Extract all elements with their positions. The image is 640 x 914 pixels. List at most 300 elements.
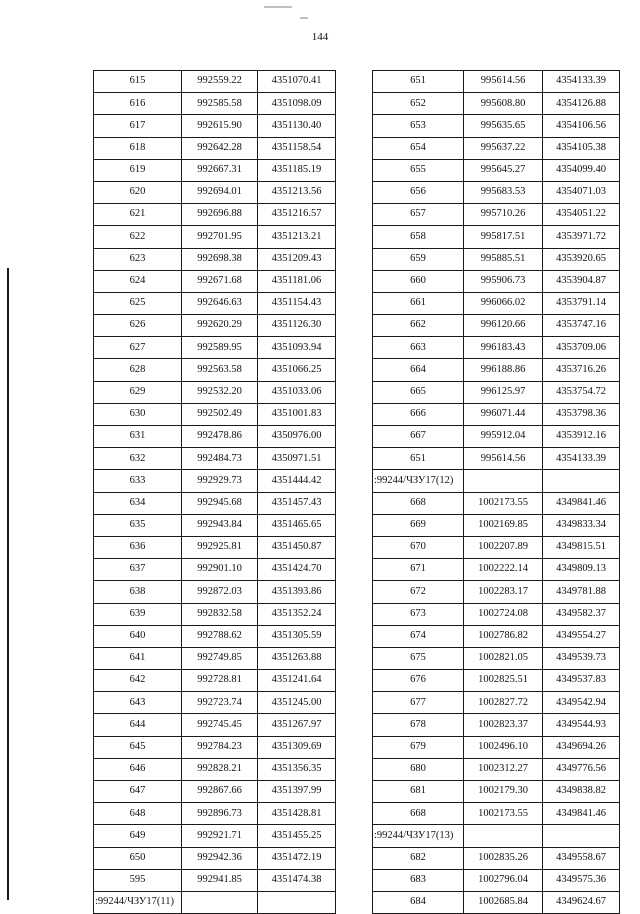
scan-artifact xyxy=(264,6,292,8)
y-coordinate-cell: 4351213.56 xyxy=(258,181,336,203)
point-number-cell: 672 xyxy=(373,581,464,603)
point-number-cell: 636 xyxy=(94,536,182,558)
x-coordinate-cell: 996125.97 xyxy=(464,381,543,403)
table-row xyxy=(373,536,620,558)
point-number-cell: 643 xyxy=(94,692,182,714)
table-row xyxy=(373,115,620,137)
x-coordinate-cell: 1002786.82 xyxy=(464,625,543,647)
table-row xyxy=(373,248,620,270)
x-coordinate-cell: 992749.85 xyxy=(182,647,258,669)
x-coordinate-cell: 1002685.84 xyxy=(464,891,543,913)
x-coordinate-cell: 992943.84 xyxy=(182,514,258,536)
x-coordinate-cell: 992788.62 xyxy=(182,625,258,647)
point-number-cell: 669 xyxy=(373,514,464,536)
x-coordinate-cell: 992563.58 xyxy=(182,359,258,381)
point-number-cell: 651 xyxy=(373,448,464,470)
table-row xyxy=(373,426,620,448)
x-coordinate-cell: 995885.51 xyxy=(464,248,543,270)
y-coordinate-cell: 4351263.88 xyxy=(258,647,336,669)
x-coordinate-cell: 1002169.85 xyxy=(464,514,543,536)
y-coordinate-cell: 4353798.36 xyxy=(543,403,620,425)
y-coordinate-cell: 4354106.56 xyxy=(543,115,620,137)
y-coordinate-cell: 4351309.69 xyxy=(258,736,336,758)
x-coordinate-cell: 996120.66 xyxy=(464,315,543,337)
x-coordinate-cell: 992828.21 xyxy=(182,758,258,780)
x-coordinate-cell: 1002312.27 xyxy=(464,758,543,780)
point-number-cell: 633 xyxy=(94,470,182,492)
point-number-cell: 623 xyxy=(94,248,182,270)
table-row xyxy=(94,448,336,470)
point-number-cell: 679 xyxy=(373,736,464,758)
table-row xyxy=(373,581,620,603)
x-coordinate-cell: 1002796.04 xyxy=(464,869,543,891)
right-table-body xyxy=(373,71,620,914)
table-row xyxy=(94,137,336,159)
x-coordinate-cell: 996071.44 xyxy=(464,403,543,425)
point-number-cell: 684 xyxy=(373,891,464,913)
point-number-cell: 632 xyxy=(94,448,182,470)
table-row xyxy=(373,714,620,736)
point-number-cell: 665 xyxy=(373,381,464,403)
table-row xyxy=(94,781,336,803)
point-number-cell: 662 xyxy=(373,315,464,337)
point-number-cell: 641 xyxy=(94,647,182,669)
y-coordinate-cell: 4349554.27 xyxy=(543,625,620,647)
table-row xyxy=(94,625,336,647)
y-coordinate-cell: 4353912.16 xyxy=(543,426,620,448)
table-row xyxy=(94,159,336,181)
x-coordinate-cell: 992589.95 xyxy=(182,337,258,359)
binding-edge xyxy=(7,268,9,900)
y-coordinate-cell: 4349537.83 xyxy=(543,670,620,692)
point-number-cell: 678 xyxy=(373,714,464,736)
y-coordinate-cell: 4351465.65 xyxy=(258,514,336,536)
x-coordinate-cell: 1002835.26 xyxy=(464,847,543,869)
x-coordinate-cell: 1002222.14 xyxy=(464,559,543,581)
y-coordinate-cell: 4351070.41 xyxy=(258,71,336,93)
point-number-cell: 651 xyxy=(373,71,464,93)
y-coordinate-cell: 4351305.59 xyxy=(258,625,336,647)
point-number-cell: 677 xyxy=(373,692,464,714)
point-number-cell: 648 xyxy=(94,803,182,825)
y-coordinate-cell: 4354071.03 xyxy=(543,181,620,203)
table-row xyxy=(373,359,620,381)
point-number-cell: 655 xyxy=(373,159,464,181)
point-number-cell: 668 xyxy=(373,803,464,825)
y-coordinate-cell: 4353971.72 xyxy=(543,226,620,248)
x-coordinate-cell: 1002825.51 xyxy=(464,670,543,692)
table-row xyxy=(373,492,620,514)
x-coordinate-cell: 995906.73 xyxy=(464,270,543,292)
point-number-cell: 682 xyxy=(373,847,464,869)
table-row xyxy=(373,514,620,536)
x-coordinate-cell: 992872.03 xyxy=(182,581,258,603)
x-coordinate-cell: 995637.22 xyxy=(464,137,543,159)
y-coordinate-cell: 4349575.36 xyxy=(543,869,620,891)
table-row xyxy=(94,825,336,847)
table-row xyxy=(373,647,620,669)
table-row xyxy=(94,204,336,226)
parcel-label-cell: :99244/ЧЗУ17(13) xyxy=(373,825,464,847)
table-row xyxy=(373,869,620,891)
point-number-cell: 622 xyxy=(94,226,182,248)
table-row xyxy=(94,292,336,314)
y-coordinate-cell: 4351098.09 xyxy=(258,93,336,115)
y-coordinate-cell: 4349781.88 xyxy=(543,581,620,603)
point-number-cell: 680 xyxy=(373,758,464,780)
y-coordinate-cell: 4351209.43 xyxy=(258,248,336,270)
y-coordinate-cell: 4351455.25 xyxy=(258,825,336,847)
table-row xyxy=(94,603,336,625)
point-number-cell: 635 xyxy=(94,514,182,536)
x-coordinate-cell: 995817.51 xyxy=(464,226,543,248)
point-number-cell: 630 xyxy=(94,403,182,425)
x-coordinate-cell: 996066.02 xyxy=(464,292,543,314)
y-coordinate-cell: 4351472.19 xyxy=(258,847,336,869)
x-coordinate-cell: 992945.68 xyxy=(182,492,258,514)
point-number-cell: 664 xyxy=(373,359,464,381)
y-coordinate-cell xyxy=(543,470,620,492)
x-coordinate-cell: 1002821.05 xyxy=(464,647,543,669)
y-coordinate-cell: 4349542.94 xyxy=(543,692,620,714)
table-row xyxy=(94,714,336,736)
x-coordinate-cell xyxy=(464,470,543,492)
table-row xyxy=(373,315,620,337)
y-coordinate-cell: 4354126.88 xyxy=(543,93,620,115)
x-coordinate-cell: 992642.28 xyxy=(182,137,258,159)
y-coordinate-cell: 4351130.40 xyxy=(258,115,336,137)
x-coordinate-cell: 1002207.89 xyxy=(464,536,543,558)
table-row xyxy=(94,359,336,381)
x-coordinate-cell: 995614.56 xyxy=(464,71,543,93)
table-row xyxy=(94,470,336,492)
point-number-cell: 653 xyxy=(373,115,464,137)
y-coordinate-cell: 4353904.87 xyxy=(543,270,620,292)
y-coordinate-cell xyxy=(543,825,620,847)
point-number-cell: 631 xyxy=(94,426,182,448)
y-coordinate-cell: 4351001.83 xyxy=(258,403,336,425)
x-coordinate-cell: 992784.23 xyxy=(182,736,258,758)
table-row xyxy=(94,670,336,692)
y-coordinate-cell: 4354051.22 xyxy=(543,204,620,226)
table-row xyxy=(94,692,336,714)
y-coordinate-cell: 4351450.87 xyxy=(258,536,336,558)
y-coordinate-cell: 4349841.46 xyxy=(543,492,620,514)
point-number-cell: 666 xyxy=(373,403,464,425)
table-row xyxy=(94,536,336,558)
point-number-cell: 624 xyxy=(94,270,182,292)
y-coordinate-cell: 4351428.81 xyxy=(258,803,336,825)
y-coordinate-cell: 4351185.19 xyxy=(258,159,336,181)
table-row xyxy=(373,71,620,93)
table-row xyxy=(94,758,336,780)
x-coordinate-cell: 992867.66 xyxy=(182,781,258,803)
x-coordinate-cell: 1002179.30 xyxy=(464,781,543,803)
table-row xyxy=(373,181,620,203)
x-coordinate-cell: 992701.95 xyxy=(182,226,258,248)
table-row xyxy=(373,93,620,115)
x-coordinate-cell: 992667.31 xyxy=(182,159,258,181)
point-number-cell: 667 xyxy=(373,426,464,448)
y-coordinate-cell: 4349694.26 xyxy=(543,736,620,758)
y-coordinate-cell: 4353791.14 xyxy=(543,292,620,314)
x-coordinate-cell: 1002283.17 xyxy=(464,581,543,603)
table-row xyxy=(94,426,336,448)
y-coordinate-cell: 4351457.43 xyxy=(258,492,336,514)
x-coordinate-cell: 992671.68 xyxy=(182,270,258,292)
point-number-cell: 652 xyxy=(373,93,464,115)
table-row xyxy=(373,270,620,292)
point-number-cell: 654 xyxy=(373,137,464,159)
x-coordinate-cell: 992942.36 xyxy=(182,847,258,869)
y-coordinate-cell: 4349776.56 xyxy=(543,758,620,780)
x-coordinate-cell: 992478.86 xyxy=(182,426,258,448)
table-row xyxy=(94,226,336,248)
x-coordinate-cell: 995635.65 xyxy=(464,115,543,137)
point-number-cell: 668 xyxy=(373,492,464,514)
x-coordinate-cell: 992694.01 xyxy=(182,181,258,203)
x-coordinate-cell: 996183.43 xyxy=(464,337,543,359)
table-row xyxy=(373,470,620,492)
scan-artifact xyxy=(300,17,308,19)
table-row xyxy=(373,625,620,647)
table-row xyxy=(373,847,620,869)
y-coordinate-cell: 4354099.40 xyxy=(543,159,620,181)
table-row xyxy=(373,825,620,847)
point-number-cell: 676 xyxy=(373,670,464,692)
x-coordinate-cell: 1002173.55 xyxy=(464,803,543,825)
parcel-label-cell: :99244/ЧЗУ17(11) xyxy=(94,891,182,913)
point-number-cell: 647 xyxy=(94,781,182,803)
table-row xyxy=(373,803,620,825)
table-row xyxy=(94,115,336,137)
point-number-cell: 673 xyxy=(373,603,464,625)
point-number-cell: 640 xyxy=(94,625,182,647)
table-row xyxy=(94,514,336,536)
y-coordinate-cell: 4354133.39 xyxy=(543,71,620,93)
point-number-cell: 628 xyxy=(94,359,182,381)
y-coordinate-cell: 4349624.67 xyxy=(543,891,620,913)
x-coordinate-cell: 992941.85 xyxy=(182,869,258,891)
table-row xyxy=(94,93,336,115)
point-number-cell: 650 xyxy=(94,847,182,869)
table-row xyxy=(94,181,336,203)
point-number-cell: 627 xyxy=(94,337,182,359)
x-coordinate-cell: 992728.81 xyxy=(182,670,258,692)
y-coordinate-cell: 4349558.67 xyxy=(543,847,620,869)
x-coordinate-cell: 992921.71 xyxy=(182,825,258,847)
y-coordinate-cell: 4349841.46 xyxy=(543,803,620,825)
y-coordinate-cell: 4351397.99 xyxy=(258,781,336,803)
x-coordinate-cell: 995645.27 xyxy=(464,159,543,181)
table-row xyxy=(94,736,336,758)
y-coordinate-cell: 4351352.24 xyxy=(258,603,336,625)
table-row xyxy=(373,891,620,913)
x-coordinate-cell: 1002827.72 xyxy=(464,692,543,714)
point-number-cell: 642 xyxy=(94,670,182,692)
table-row xyxy=(373,448,620,470)
point-number-cell: 644 xyxy=(94,714,182,736)
table-row xyxy=(373,603,620,625)
point-number-cell: 620 xyxy=(94,181,182,203)
table-row xyxy=(373,137,620,159)
point-number-cell: 638 xyxy=(94,581,182,603)
y-coordinate-cell: 4351093.94 xyxy=(258,337,336,359)
y-coordinate-cell: 4351213.21 xyxy=(258,226,336,248)
x-coordinate-cell xyxy=(182,891,258,913)
y-coordinate-cell: 4354133.39 xyxy=(543,448,620,470)
table-row xyxy=(373,692,620,714)
table-row xyxy=(94,647,336,669)
y-coordinate-cell: 4351474.38 xyxy=(258,869,336,891)
x-coordinate-cell: 992896.73 xyxy=(182,803,258,825)
y-coordinate-cell: 4351424.70 xyxy=(258,559,336,581)
x-coordinate-cell: 995710.26 xyxy=(464,204,543,226)
table-row xyxy=(373,736,620,758)
table-row xyxy=(373,204,620,226)
x-coordinate-cell: 996188.86 xyxy=(464,359,543,381)
left-table-body xyxy=(94,71,336,914)
table-row xyxy=(94,847,336,869)
point-number-cell: 675 xyxy=(373,647,464,669)
y-coordinate-cell: 4350971.51 xyxy=(258,448,336,470)
parcel-label-cell: :99244/ЧЗУ17(12) xyxy=(373,470,464,492)
table-row xyxy=(373,758,620,780)
table-row xyxy=(94,248,336,270)
x-coordinate-cell: 992929.73 xyxy=(182,470,258,492)
table-row xyxy=(373,226,620,248)
y-coordinate-cell: 4351444.42 xyxy=(258,470,336,492)
y-coordinate-cell: 4353747.16 xyxy=(543,315,620,337)
y-coordinate-cell: 4349838.82 xyxy=(543,781,620,803)
point-number-cell: 645 xyxy=(94,736,182,758)
y-coordinate-cell: 4351158.54 xyxy=(258,137,336,159)
y-coordinate-cell: 4351356.35 xyxy=(258,758,336,780)
table-row xyxy=(94,891,336,913)
right-coordinates-table xyxy=(372,70,620,914)
x-coordinate-cell: 992559.22 xyxy=(182,71,258,93)
point-number-cell: 616 xyxy=(94,93,182,115)
y-coordinate-cell: 4349582.37 xyxy=(543,603,620,625)
point-number-cell: 634 xyxy=(94,492,182,514)
y-coordinate-cell: 4353709.06 xyxy=(543,337,620,359)
point-number-cell: 657 xyxy=(373,204,464,226)
table-row xyxy=(94,581,336,603)
y-coordinate-cell: 4349539.73 xyxy=(543,647,620,669)
x-coordinate-cell: 992502.49 xyxy=(182,403,258,425)
table-row xyxy=(373,781,620,803)
point-number-cell: 629 xyxy=(94,381,182,403)
point-number-cell: 649 xyxy=(94,825,182,847)
point-number-cell: 670 xyxy=(373,536,464,558)
x-coordinate-cell: 992532.20 xyxy=(182,381,258,403)
x-coordinate-cell: 992698.38 xyxy=(182,248,258,270)
point-number-cell: 674 xyxy=(373,625,464,647)
point-number-cell: 663 xyxy=(373,337,464,359)
table-row xyxy=(94,337,336,359)
point-number-cell: 639 xyxy=(94,603,182,625)
y-coordinate-cell: 4349815.51 xyxy=(543,536,620,558)
point-number-cell: 681 xyxy=(373,781,464,803)
table-row xyxy=(373,403,620,425)
point-number-cell: 661 xyxy=(373,292,464,314)
y-coordinate-cell: 4350976.00 xyxy=(258,426,336,448)
table-row xyxy=(373,381,620,403)
point-number-cell: 660 xyxy=(373,270,464,292)
table-row xyxy=(94,381,336,403)
y-coordinate-cell: 4353754.72 xyxy=(543,381,620,403)
table-row xyxy=(94,559,336,581)
y-coordinate-cell: 4349809.13 xyxy=(543,559,620,581)
x-coordinate-cell: 992832.58 xyxy=(182,603,258,625)
y-coordinate-cell: 4349833.34 xyxy=(543,514,620,536)
y-coordinate-cell: 4353920.65 xyxy=(543,248,620,270)
table-row xyxy=(373,292,620,314)
y-coordinate-cell: 4351393.86 xyxy=(258,581,336,603)
x-coordinate-cell: 995683.53 xyxy=(464,181,543,203)
y-coordinate-cell: 4351181.06 xyxy=(258,270,336,292)
point-number-cell: 637 xyxy=(94,559,182,581)
x-coordinate-cell: 995614.56 xyxy=(464,448,543,470)
left-coordinates-table xyxy=(93,70,336,914)
y-coordinate-cell: 4354105.38 xyxy=(543,137,620,159)
table-row xyxy=(94,403,336,425)
point-number-cell: 595 xyxy=(94,869,182,891)
table-row xyxy=(373,670,620,692)
x-coordinate-cell: 995912.04 xyxy=(464,426,543,448)
point-number-cell: 659 xyxy=(373,248,464,270)
x-coordinate-cell: 992745.45 xyxy=(182,714,258,736)
point-number-cell: 646 xyxy=(94,758,182,780)
point-number-cell: 615 xyxy=(94,71,182,93)
x-coordinate-cell: 992925.81 xyxy=(182,536,258,558)
table-row xyxy=(373,337,620,359)
point-number-cell: 621 xyxy=(94,204,182,226)
y-coordinate-cell: 4351066.25 xyxy=(258,359,336,381)
table-row xyxy=(373,559,620,581)
table-row xyxy=(94,315,336,337)
point-number-cell: 658 xyxy=(373,226,464,248)
y-coordinate-cell: 4351126.30 xyxy=(258,315,336,337)
table-row xyxy=(373,159,620,181)
y-coordinate-cell xyxy=(258,891,336,913)
point-number-cell: 625 xyxy=(94,292,182,314)
table-row xyxy=(94,869,336,891)
x-coordinate-cell: 1002173.55 xyxy=(464,492,543,514)
y-coordinate-cell: 4351241.64 xyxy=(258,670,336,692)
table-row xyxy=(94,71,336,93)
x-coordinate-cell: 992696.88 xyxy=(182,204,258,226)
y-coordinate-cell: 4349544.93 xyxy=(543,714,620,736)
point-number-cell: 683 xyxy=(373,869,464,891)
x-coordinate-cell: 995608.80 xyxy=(464,93,543,115)
x-coordinate-cell: 1002496.10 xyxy=(464,736,543,758)
x-coordinate-cell: 992585.58 xyxy=(182,93,258,115)
page-number: 144 xyxy=(311,31,329,43)
y-coordinate-cell: 4351267.97 xyxy=(258,714,336,736)
x-coordinate-cell: 992646.63 xyxy=(182,292,258,314)
point-number-cell: 626 xyxy=(94,315,182,337)
x-coordinate-cell: 992901.10 xyxy=(182,559,258,581)
x-coordinate-cell: 992484.73 xyxy=(182,448,258,470)
x-coordinate-cell: 1002724.08 xyxy=(464,603,543,625)
x-coordinate-cell xyxy=(464,825,543,847)
x-coordinate-cell: 992620.29 xyxy=(182,315,258,337)
y-coordinate-cell: 4351216.57 xyxy=(258,204,336,226)
y-coordinate-cell: 4351033.06 xyxy=(258,381,336,403)
y-coordinate-cell: 4351154.43 xyxy=(258,292,336,314)
y-coordinate-cell: 4351245.00 xyxy=(258,692,336,714)
